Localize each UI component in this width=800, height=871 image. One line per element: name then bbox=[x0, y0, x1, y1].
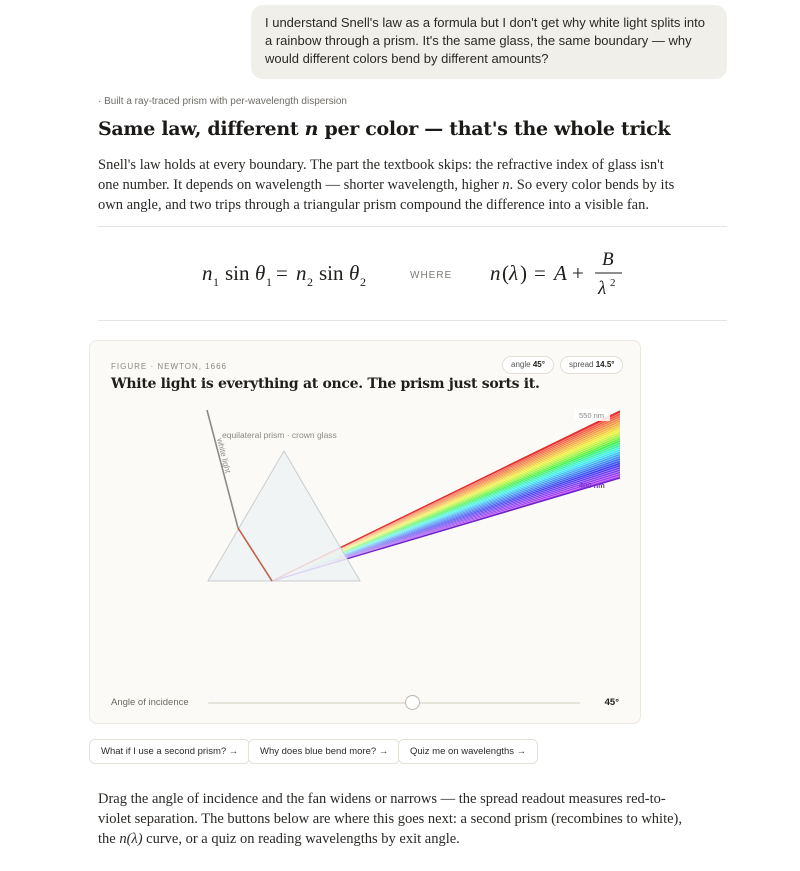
snell-theta-2: θ bbox=[349, 261, 360, 285]
snell-sub-1b: 1 bbox=[266, 275, 272, 289]
prism-diagram bbox=[90, 341, 642, 681]
cauchy-n: n bbox=[490, 261, 501, 285]
cauchy-equals: = bbox=[534, 261, 546, 285]
angle-slider-thumb[interactable] bbox=[405, 695, 420, 710]
angle-slider-track[interactable] bbox=[208, 702, 580, 704]
top-wavelength-label: 550 nm bbox=[579, 411, 605, 420]
figure-eyebrow: FIGURE · NEWTON, 1666 bbox=[111, 362, 227, 371]
outro-text-2: curve, or a quiz on reading wavelengths by exit angle. bbox=[142, 831, 460, 847]
prism-figure-card bbox=[89, 340, 641, 724]
cauchy-lparen: ( bbox=[502, 261, 509, 285]
formula-where-label: WHERE bbox=[410, 270, 453, 281]
headline-part-2: per color — that's the whole trick bbox=[318, 118, 671, 140]
figure-title: White light is everything at once. The prism just sorts it. bbox=[111, 376, 540, 392]
outro-variable: n(λ) bbox=[119, 831, 143, 847]
snell-sub-1a: 1 bbox=[213, 275, 219, 289]
prism-label: equilateral prism · crown glass bbox=[222, 430, 337, 440]
bottom-wavelength-label: 400 nm bbox=[579, 481, 605, 490]
user-message-bubble bbox=[251, 5, 727, 79]
snell-sin-1: sin bbox=[225, 261, 250, 285]
snell-sub-2a: 2 bbox=[307, 275, 313, 289]
cauchy-A: A bbox=[554, 261, 567, 285]
cauchy-rparen: ) bbox=[520, 261, 527, 285]
status-note: · Built a ray-traced prism with per-wavelength dispersion bbox=[98, 96, 347, 107]
snell-equals: = bbox=[276, 261, 288, 285]
angle-pill-label: angle bbox=[511, 360, 531, 369]
article-headline bbox=[98, 118, 670, 140]
intro-text-2: . So every color bends by its own angle, and two trips through a triangular prism compound the difference into a visible fan. bbox=[98, 177, 675, 213]
slider-value: 45° bbox=[604, 697, 619, 708]
followup-blue-bend-button[interactable]: Why does blue bend more? → bbox=[248, 739, 400, 764]
cauchy-exp: 2 bbox=[610, 277, 616, 289]
snell-n2: n bbox=[296, 261, 307, 285]
spread-pill-value: 14.5° bbox=[595, 360, 615, 369]
snell-sub-2b: 2 bbox=[360, 275, 366, 289]
followup-quiz-button[interactable]: Quiz me on wavelengths → bbox=[398, 739, 538, 764]
cauchy-plus: + bbox=[572, 261, 584, 285]
angle-pill-value: 45° bbox=[532, 360, 545, 369]
divider-bottom bbox=[98, 320, 727, 321]
intro-paragraph bbox=[98, 155, 688, 215]
cauchy-lambda-denom: λ bbox=[598, 278, 607, 299]
cauchy-B: B bbox=[602, 249, 614, 270]
spread-pill-label: spread bbox=[569, 360, 594, 369]
snell-sin-2: sin bbox=[319, 261, 344, 285]
slider-label: Angle of incidence bbox=[111, 697, 189, 708]
cauchy-lambda: λ bbox=[509, 261, 519, 285]
headline-variable: n bbox=[304, 118, 319, 140]
intro-variable: n bbox=[502, 177, 510, 193]
white-light-label: white light bbox=[215, 437, 233, 475]
snell-n1: n bbox=[202, 261, 213, 285]
outro-text-1: Drag the angle of incidence and the fan widens or narrows — the spread readout measures red-to-violet separation. The buttons below are where this goes next: a second prism (recombines to white), the bbox=[98, 791, 683, 847]
headline-part-1: Same law, different bbox=[98, 118, 305, 140]
snell-theta-1: θ bbox=[255, 261, 266, 285]
formula-row bbox=[98, 227, 727, 320]
intro-text-1: Snell's law holds at every boundary. The part the textbook skips: the refractive index of glass isn't one number. It depends on wavelength — shorter wavelength, higher bbox=[98, 157, 664, 193]
outro-paragraph bbox=[98, 789, 698, 849]
formula-graphic bbox=[98, 227, 727, 320]
followup-second-prism-button[interactable]: What if I use a second prism? → bbox=[89, 739, 250, 764]
user-message-text: I understand Snell's law as a formula but I don't get why white light splits into a rainbow through a prism. It's the same glass, the same boundary — why would different colors bend by different amounts? bbox=[265, 15, 705, 66]
